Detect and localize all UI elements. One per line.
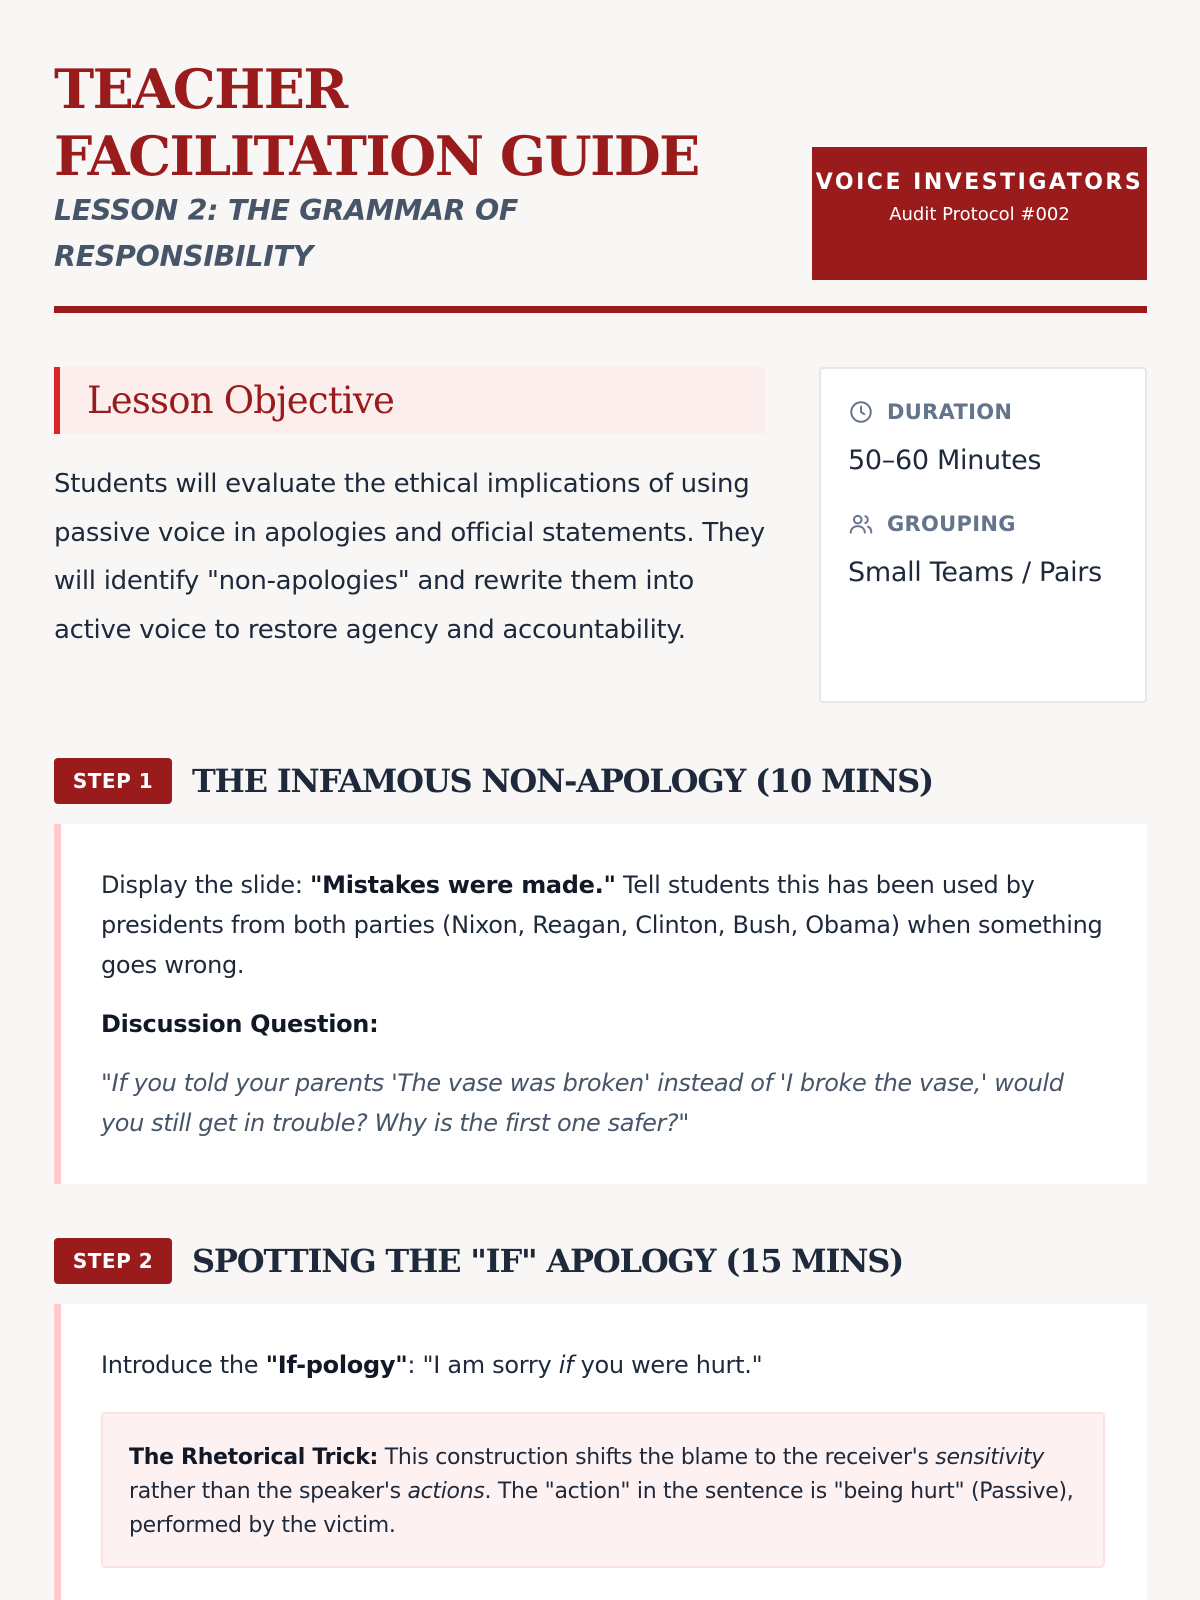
- grouping-label: GROUPING: [887, 512, 1016, 536]
- objective-heading-bar: [54, 367, 765, 434]
- badge-subtitle: Audit Protocol #002: [889, 204, 1070, 225]
- rhetorical-trick-callout: [101, 1412, 1105, 1568]
- step2-intro: [101, 1345, 1107, 1385]
- step2-header: [54, 1238, 903, 1284]
- discussion-question-label: Discussion Question:: [101, 1010, 379, 1038]
- users-icon: [848, 511, 874, 537]
- step1-card: [54, 824, 1147, 1184]
- step2-intro-c: you were hurt.": [573, 1351, 763, 1379]
- page-title: TEACHER FACILITATION GUIDE: [54, 57, 699, 188]
- trick-text-b: rather than the speaker's: [129, 1479, 408, 1504]
- trick-em-sensitivity: sensitivity: [935, 1445, 1045, 1470]
- step1-quote-bold: "Mistakes were made.": [309, 871, 616, 899]
- step1-badge: STEP 1: [54, 758, 172, 804]
- lesson-info-card: [819, 367, 1147, 703]
- duration-label: DURATION: [887, 400, 1013, 424]
- step2-card: [54, 1304, 1147, 1600]
- step1-instructions: [101, 865, 1107, 985]
- step1-text-b: Tell students this has been used by presidents from both parties (Nixon, Reagan, Clinton, Bush, Obama) when something goes wrong.: [101, 871, 1103, 979]
- voice-investigators-badge: [812, 147, 1147, 280]
- trick-text-c: . The "action" in the sentence is "being hurt" (Passive), performed by the victim.: [129, 1479, 1074, 1538]
- step2-title: SPOTTING THE "IF" APOLOGY (15 MINS): [192, 1242, 904, 1280]
- page-header: [54, 56, 1147, 313]
- step1-text-a: Display the slide:: [101, 871, 310, 899]
- step1-header: [54, 758, 933, 804]
- grouping-label-row: [848, 509, 1145, 539]
- duration-label-row: [848, 397, 1145, 427]
- clock-icon: [848, 399, 874, 425]
- step2-intro-b: : "I am sorry: [407, 1351, 559, 1379]
- objective-text: Students will evaluate the ethical implications of using passive voice in apologies and official statements. They will identify "non-apologies" and rewrite them into active voice to restore agency and accountability.: [54, 469, 765, 645]
- duration-value: 50–60 Minutes: [848, 445, 1042, 476]
- objective-heading: Lesson Objective: [87, 379, 395, 422]
- lesson-subtitle: LESSON 2: THE GRAMMAR OF RESPONSIBILITY: [54, 194, 519, 273]
- step2-intro-a: Introduce the: [101, 1351, 266, 1379]
- trick-label: The Rhetorical Trick:: [129, 1445, 379, 1470]
- step2-badge: STEP 2: [54, 1238, 172, 1284]
- discussion-question: "If you told your parents 'The vase was broken' instead of 'I broke the vase,' would you still get in trouble? Why is the first one safer?": [101, 1069, 1064, 1137]
- step1-title: THE INFAMOUS NON-APOLOGY (10 MINS): [192, 762, 933, 800]
- grouping-value: Small Teams / Pairs: [848, 557, 1102, 588]
- badge-title: VOICE INVESTIGATORS: [815, 170, 1144, 195]
- trick-em-actions: actions: [407, 1479, 485, 1504]
- step2-intro-bold: "If-pology": [265, 1351, 408, 1379]
- header-divider: [54, 306, 1147, 313]
- step2-intro-italic: if: [558, 1351, 574, 1379]
- trick-text-a: This construction shifts the blame to the receiver's: [378, 1445, 936, 1470]
